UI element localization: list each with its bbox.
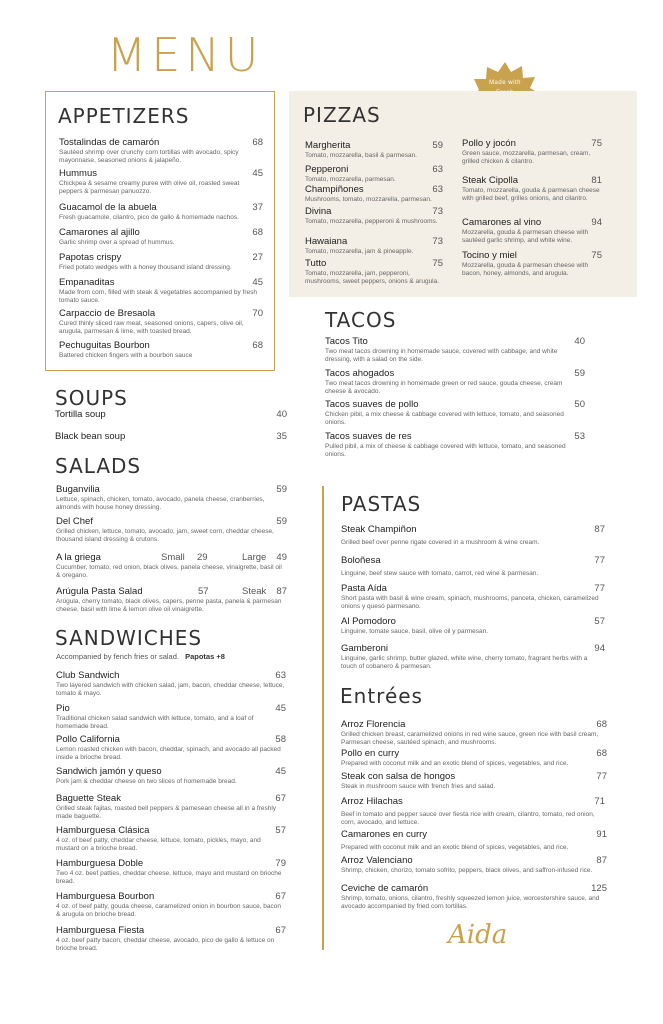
item-name: Camarones en curry xyxy=(341,829,428,840)
item-name: Tacos ahogados xyxy=(325,368,395,379)
list-item xyxy=(56,734,286,762)
item-desc: Cured thinly sliced raw meat, seasoned onions, capers, olive oil, arugula, parmesan & lime, with toasted bread. xyxy=(59,320,244,335)
item-desc: Steak in mushroom sauce with french fries and salad. xyxy=(341,783,496,790)
item-price: 40 xyxy=(574,336,585,347)
item-name: Tostalindas de camarón xyxy=(59,137,160,148)
list-item xyxy=(56,858,286,886)
section-divider xyxy=(322,486,324,950)
list-item xyxy=(59,227,263,247)
item-desc: Two layered sandwich with chicken salad, jam, bacon, cheddar cheese, lettuce, tomato & mayo. xyxy=(56,682,285,697)
list-item xyxy=(56,766,286,786)
item-name: Carpaccio de Bresaola xyxy=(59,308,156,319)
item-price: 35 xyxy=(276,431,287,442)
list-item xyxy=(305,236,443,256)
list-item xyxy=(55,409,287,420)
item-price: 75 xyxy=(591,138,602,149)
item-desc: 4 oz. of beef patty, cheddar cheese, lettuce, tomato, pickles, mayo, and mustard on a brioche bread. xyxy=(56,837,261,852)
item-price: 59 xyxy=(276,516,287,527)
list-item xyxy=(341,796,607,827)
item-name: Steak con salsa de hongos xyxy=(341,771,456,782)
item-name: Baguette Steak xyxy=(56,793,121,804)
item-desc: Mozzarella, gouda & parmesan cheese with bacon, honey, almonds, and arugula. xyxy=(462,262,589,277)
item-desc: Pork jam & cheddar cheese on two slices of homemade bread. xyxy=(56,778,237,785)
list-item xyxy=(305,258,443,286)
item-desc: Linguine, tomate sauce, basil, olive oil y parmesan. xyxy=(341,628,489,635)
item-price: 67 xyxy=(275,891,286,902)
item-name: Al Pomodoro xyxy=(341,616,396,627)
item-name: Hamburguesa Bourbon xyxy=(56,891,155,902)
item-price: 53 xyxy=(574,431,585,442)
tacos-title: TACOS xyxy=(325,308,397,332)
item-name: Pollo y jocón xyxy=(462,138,516,149)
item-price: 45 xyxy=(252,168,263,179)
item-desc: Prepared with coconut milk and an exotic blend of spices, vegetables, and rice. xyxy=(341,844,569,851)
note-text: Accompanied by fench fries or salad. xyxy=(56,652,179,661)
list-item xyxy=(325,368,585,396)
item-price: 125 xyxy=(591,883,607,894)
list-item xyxy=(462,138,602,166)
small-label: Small xyxy=(161,552,185,563)
item-desc: Tomato, mozzarella, gouda & parmesan cheese with grilled beef, grilles onions, and cilantro. xyxy=(462,187,600,202)
item-name: Pechuguitas Bourbon xyxy=(59,340,150,351)
item-name: Tacos Tito xyxy=(325,336,368,347)
item-name: Arroz Florencia xyxy=(341,719,406,730)
item-desc: Sautéed shrimp over crunchy corn tortillas with avocado, spicy mayonnaise, seasoned onions & jalapeño. xyxy=(59,149,239,164)
item-desc: 4 oz. of beef patty, gouda cheese, caramelized onion in bourbon sauce, bacon & arugula on brioche bread. xyxy=(56,903,282,918)
item-desc: Fresh guacamole, cilantro, pico de gallo & homemade nachos. xyxy=(59,214,239,221)
item-desc: Tomato, mozzarella, jam, pepperoni, mushrooms, sweet peppers, onions & arugula. xyxy=(305,270,440,285)
item-price: 68 xyxy=(252,340,263,351)
item-desc: Tomato, mozzarella, pepperoni & mushrooms. xyxy=(305,218,438,225)
pastas-title: PASTAS xyxy=(341,492,422,516)
appetizers-title: APPETIZERS xyxy=(58,104,190,128)
item-name: Tocino y miel xyxy=(462,250,517,261)
item-price: 81 xyxy=(591,175,602,186)
list-item xyxy=(59,252,263,272)
item-price: 63 xyxy=(432,184,443,195)
entrees-title: Entrées xyxy=(340,684,423,708)
item-desc: Cucumber, tomato, red onion, black olives, panela cheese, vinaigrette, basil oil & oregano. xyxy=(56,564,282,579)
item-price: 91 xyxy=(596,829,607,840)
list-item xyxy=(55,431,287,442)
item-desc: Tomato, mozzarella, parmesan. xyxy=(305,176,396,183)
item-price: 87 xyxy=(594,524,605,535)
list-item xyxy=(59,308,263,336)
item-name: Pasta Aída xyxy=(341,583,387,594)
item-desc: Grilled chicken, lettuce, tomato, avocado, jam, sweet corn, cheddar cheese, thousand island dressing & crutons. xyxy=(56,528,274,543)
list-item xyxy=(59,202,263,222)
item-price: 63 xyxy=(432,164,443,175)
sandwiches-title: SANDWICHES xyxy=(55,626,203,650)
item-name: Sandwich jamón y queso xyxy=(56,766,162,777)
item-name: Champiñones xyxy=(305,184,364,195)
item-desc: Grilled chicken breast, caramelized onions in red wine sauce, green rice with basil cream, Parmesan cheese, sautéed spinach, and mushrooms. xyxy=(341,731,599,746)
item-price: 94 xyxy=(591,217,602,228)
steak-label: Steak xyxy=(242,586,267,597)
item-name: Ceviche de camarón xyxy=(341,883,429,894)
large-price: 49 xyxy=(276,552,287,563)
item-name: Camarones al vino xyxy=(462,217,542,228)
item-name: Pollo California xyxy=(56,734,120,745)
item-desc: Garlic shrimp over a spread of hummus. xyxy=(59,239,175,246)
list-item xyxy=(56,484,287,512)
item-name: Steak Cipolla xyxy=(462,175,518,186)
item-desc: Linguine, beef stew sauce with tomato, carrot, red wine & parmesan. xyxy=(341,570,539,577)
list-item xyxy=(56,586,287,614)
sandwiches-note xyxy=(56,652,225,661)
item-price: 67 xyxy=(275,925,286,936)
list-item xyxy=(59,168,263,196)
item-name: Pio xyxy=(56,703,70,714)
item-price: 71 xyxy=(594,796,605,807)
item-price: 67 xyxy=(275,793,286,804)
item-price: 73 xyxy=(432,236,443,247)
list-item xyxy=(341,643,605,671)
item-desc: Two 4 oz. beef patties, cheddar cheese, lettuce, mayo and mustard on brioche bread. xyxy=(56,870,282,885)
item-desc: Tomato, mozzarella, basil & parmesan. xyxy=(305,152,417,159)
list-item xyxy=(59,277,263,305)
item-name: Arroz Valenciano xyxy=(341,855,413,866)
item-price: 57 xyxy=(594,616,605,627)
item-price: 45 xyxy=(275,766,286,777)
list-item xyxy=(305,184,443,204)
item-name: Pepperoni xyxy=(305,164,349,175)
item-price: 79 xyxy=(275,858,286,869)
item-price: 77 xyxy=(596,771,607,782)
item-price: 70 xyxy=(252,308,263,319)
item-name: Divina xyxy=(305,206,332,217)
item-name: Del Chef xyxy=(56,516,93,527)
list-item xyxy=(341,883,607,911)
list-item xyxy=(59,137,263,165)
item-price: 58 xyxy=(275,734,286,745)
list-item xyxy=(56,793,286,821)
item-desc: Lemon roasted chicken with bacon, cheddar, spinach, and avocado all packed inside a brioche bread. xyxy=(56,746,281,761)
item-name: Arúgula Pasta Salad xyxy=(56,586,143,597)
list-item xyxy=(341,616,605,636)
item-name: Margherita xyxy=(305,140,351,151)
item-name: Hamburguesa Clásica xyxy=(56,825,150,836)
item-name: Camarones al ajillo xyxy=(59,227,140,238)
list-item xyxy=(462,217,602,245)
item-price: 94 xyxy=(594,643,605,654)
item-desc: Fried potato wedges with a honey thousand island dressing. xyxy=(59,264,232,271)
list-item xyxy=(341,771,607,791)
item-desc: Lettuce, spinach, chicken, tomato, avocado, panela cheese, cranberries, almonds with house honey dressing. xyxy=(56,496,265,511)
item-price: 40 xyxy=(276,409,287,420)
item-price: 63 xyxy=(275,670,286,681)
item-name: Hawaiana xyxy=(305,236,348,247)
item-desc: Mozzarella, gouda & parmesan cheese with sautéed garlic shrimp, and white wine. xyxy=(462,229,589,244)
item-name: Guacamol de la abuela xyxy=(59,202,157,213)
item-price: 75 xyxy=(591,250,602,261)
item-price: 59 xyxy=(276,484,287,495)
item-name: Boloñesa xyxy=(341,555,381,566)
list-item xyxy=(341,524,605,547)
list-item xyxy=(305,206,443,226)
list-item xyxy=(341,719,607,747)
list-item xyxy=(56,516,287,544)
item-price: 68 xyxy=(596,748,607,759)
item-price: 68 xyxy=(252,137,263,148)
item-price: 75 xyxy=(432,258,443,269)
badge-line-1: Made with xyxy=(489,80,521,86)
list-item xyxy=(462,175,602,203)
item-price: 68 xyxy=(596,719,607,730)
item-desc: Arúgula, cherry tomato, black olives, capers, penne pasta, panela & parmesan cheese, basil with lime & lemon olive oil vinaigrette. xyxy=(56,598,282,613)
item-desc: Grilled steak fajitas, roasted bell peppers & pamesean cheese all in a freshly made baguette. xyxy=(56,805,277,820)
item-name: Tutto xyxy=(305,258,327,269)
item-name: Tortilla soup xyxy=(55,409,106,420)
list-item xyxy=(56,552,287,580)
item-name: Steak Champiñon xyxy=(341,524,417,535)
papotas-extra: Papotas +8 xyxy=(185,652,225,661)
item-name: Tacos suaves de res xyxy=(325,431,412,442)
item-price: 73 xyxy=(432,206,443,217)
item-price: 45 xyxy=(252,277,263,288)
list-item xyxy=(462,250,602,278)
item-name: Empanaditas xyxy=(59,277,115,288)
list-item xyxy=(341,583,605,611)
item-name: Hamburguesa Fiesta xyxy=(56,925,145,936)
item-price: 57 xyxy=(275,825,286,836)
list-item xyxy=(56,703,286,731)
item-price: 37 xyxy=(252,202,263,213)
item-desc: Prepared with coconut milk and an exotic blend of spices, vegetables, and rice. xyxy=(341,760,569,767)
list-item xyxy=(56,825,286,853)
large-label: Large xyxy=(242,552,267,563)
list-item xyxy=(56,891,286,919)
item-name: Hummus xyxy=(59,168,98,179)
item-desc: Traditional chicken salad sandwich with lettuce, tomato, and a loaf of homemade bread. xyxy=(56,715,254,730)
item-price: 27 xyxy=(252,252,263,263)
list-item xyxy=(325,431,585,459)
salads-title: SALADS xyxy=(55,454,142,478)
item-desc: 4 oz. beef patty bacon, cheddar cheese, avocado, pico de gallo & lettuce on brioche bread. xyxy=(56,937,275,952)
item-desc: Green sauce, mozzarella, parmesan, cream, grilled chicken & cilantro. xyxy=(462,150,591,165)
item-name: Tacos suaves de pollo xyxy=(325,399,419,410)
item-price: 87 xyxy=(596,855,607,866)
list-item xyxy=(341,555,605,578)
item-price: 59 xyxy=(574,368,585,379)
item-desc: Chicken pibil, a mix cheese & cabbage covered with lettuce, tomato, and seasoned onions. xyxy=(325,411,564,426)
item-name: Arroz Hilachas xyxy=(341,796,403,807)
list-item xyxy=(341,748,607,768)
item-price: 77 xyxy=(594,583,605,594)
item-name: Club Sandwich xyxy=(56,670,120,681)
aida-logo: Aida xyxy=(448,920,508,950)
list-item xyxy=(325,399,585,427)
item-desc: Shrimp, chicken, chorizo, tomato sofrito, peppers, black olives, and saffron-infused rice. xyxy=(341,867,593,874)
list-item xyxy=(341,829,607,852)
item-desc: Shrimp, tomato, onions, cilantro, freshly squeezed lemon juice, worcestershire sauce, and avocado accompanied by fried corn tortillas. xyxy=(341,895,600,910)
item-desc: Linguine, garlic shrimp, butter glazed, white wine, cherry tomato, fragrant herbs with a touch of cobanero & parmesan. xyxy=(341,655,588,670)
list-item xyxy=(325,336,585,364)
item-name: Pollo en curry xyxy=(341,748,400,759)
list-item xyxy=(56,925,286,953)
list-item xyxy=(341,855,607,875)
item-price: 50 xyxy=(574,399,585,410)
item-desc: Short pasta with basil & wine cream, spinach, mushrooms, panceta, chicken, caramelized onions y quesó parmesano. xyxy=(341,595,599,610)
list-item xyxy=(59,340,263,360)
item-price: 77 xyxy=(594,555,605,566)
item-desc: Chickpea & sesame creamy puree with olive oil, roasted sweat peppers & parmesan panuozzo. xyxy=(59,180,240,195)
item-desc: Beef in tomato and pepper sauce over fiesta rice with cream, cilantro, tomato, red onion, corn, avocado, and lettuce. xyxy=(341,811,595,826)
item-price: 45 xyxy=(275,703,286,714)
item-desc: Two meat tacos drowning in homemade sauce, covered with cabbage, and white dressing, with a salad on the side. xyxy=(325,348,558,363)
list-item xyxy=(305,140,443,160)
item-price: 59 xyxy=(432,140,443,151)
list-item xyxy=(305,164,443,184)
soups-title: SOUPS xyxy=(55,386,128,410)
item-price: 68 xyxy=(252,227,263,238)
item-desc: Tomato, mozzarella, jam & pineapple. xyxy=(305,248,414,255)
item-name: A la griega xyxy=(56,552,101,563)
item-desc: Battered chicken fingers with a bourbon sauce xyxy=(59,352,193,359)
item-name: Buganvilia xyxy=(56,484,100,495)
item-name: Papotas crispy xyxy=(59,252,122,263)
item-name: Hamburguesa Doble xyxy=(56,858,144,869)
list-item xyxy=(56,670,286,698)
item-price: 57 xyxy=(198,586,209,597)
steak-price: 87 xyxy=(276,586,287,597)
item-desc: Mushrooms, tomato, mozzarella, parmesan. xyxy=(305,196,432,203)
item-name: Gamberoni xyxy=(341,643,388,654)
item-name: Black bean soup xyxy=(55,431,126,442)
small-price: 29 xyxy=(197,552,208,563)
item-desc: Grilled beef over penne rigate covered in a mushroom & wine cream. xyxy=(341,539,540,546)
item-desc: Pulled pibil, a mix of cheese & cabbage covered with lettuce, tomato, and seasoned onions. xyxy=(325,443,566,458)
pizzas-title: PIZZAS xyxy=(303,103,381,127)
item-desc: Made from corn, filled with steak & vegetables accompanied by fresh tomato sauce. xyxy=(59,289,257,304)
menu-title: MENU xyxy=(106,28,264,82)
item-desc: Two meat tacos drowning in homemade green or red sauce, gouda cheese, cream cheese & avocado. xyxy=(325,380,563,395)
